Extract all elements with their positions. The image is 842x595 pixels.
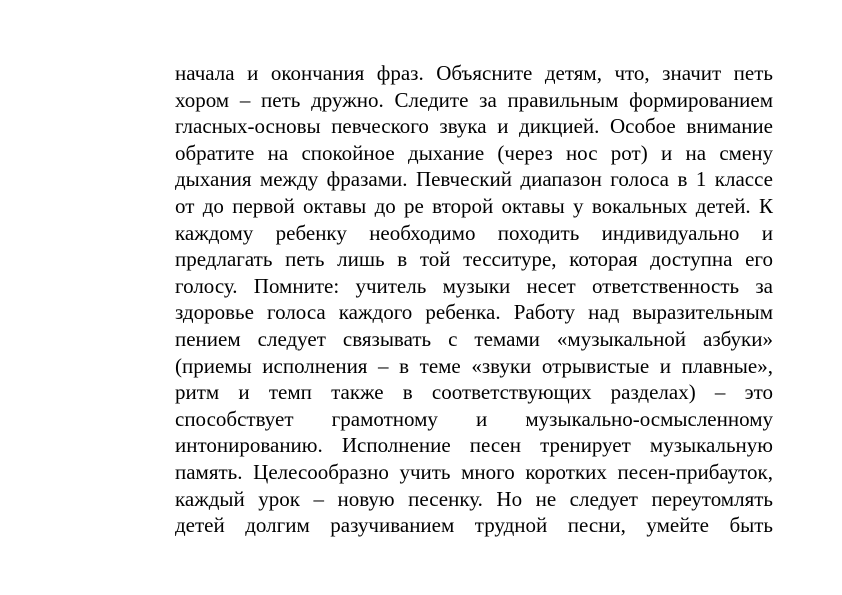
- text-line: дыхания между фразами. Певческий диапазон голоса в 1 классе: [175, 167, 773, 192]
- body-text: [175, 60, 773, 539]
- text-line: начала и окончания фраз. Объясните детям, что, значит петь: [175, 61, 773, 85]
- text-line: пением следует связывать с темами «музыкальной азбуки»: [175, 326, 773, 351]
- text-line: интонированию. Исполнение песен тренирует музыкальную: [175, 433, 773, 458]
- text-line: способствует грамотному и музыкально-осмысленному: [175, 406, 773, 431]
- text-line: ритм и темп также в соответствующих разделах) – это: [175, 380, 773, 405]
- text-line: обратите на спокойное дыхание (через нос рот) и на смену: [175, 140, 773, 165]
- text-line: каждому ребенку необходимо походить индивидуально и: [175, 220, 773, 245]
- text-line: от до первой октавы до ре второй октавы у вокальных детей. К: [175, 193, 773, 218]
- text-line: гласных-основы певческого звука и дикцией. Особое внимание: [175, 114, 773, 139]
- text-line: хором – петь дружно. Следите за правильным формированием: [175, 87, 773, 112]
- text-line: память. Целесообразно учить много коротких песен-прибауток,: [175, 459, 773, 484]
- text-line: здоровье голоса каждого ребенка. Работу над выразительным: [175, 300, 773, 325]
- text-line: каждый урок – новую песенку. Но не следует переутомлять: [175, 486, 773, 511]
- text-line: (приемы исполнения – в теме «звуки отрывистые и плавные»,: [175, 353, 773, 378]
- text-line: голосу. Помните: учитель музыки несет ответственность за: [175, 273, 773, 298]
- text-line: детей долгим разучиванием трудной песни, умейте быть: [175, 513, 773, 538]
- text-line: предлагать петь лишь в той тесситуре, которая доступна его: [175, 247, 773, 272]
